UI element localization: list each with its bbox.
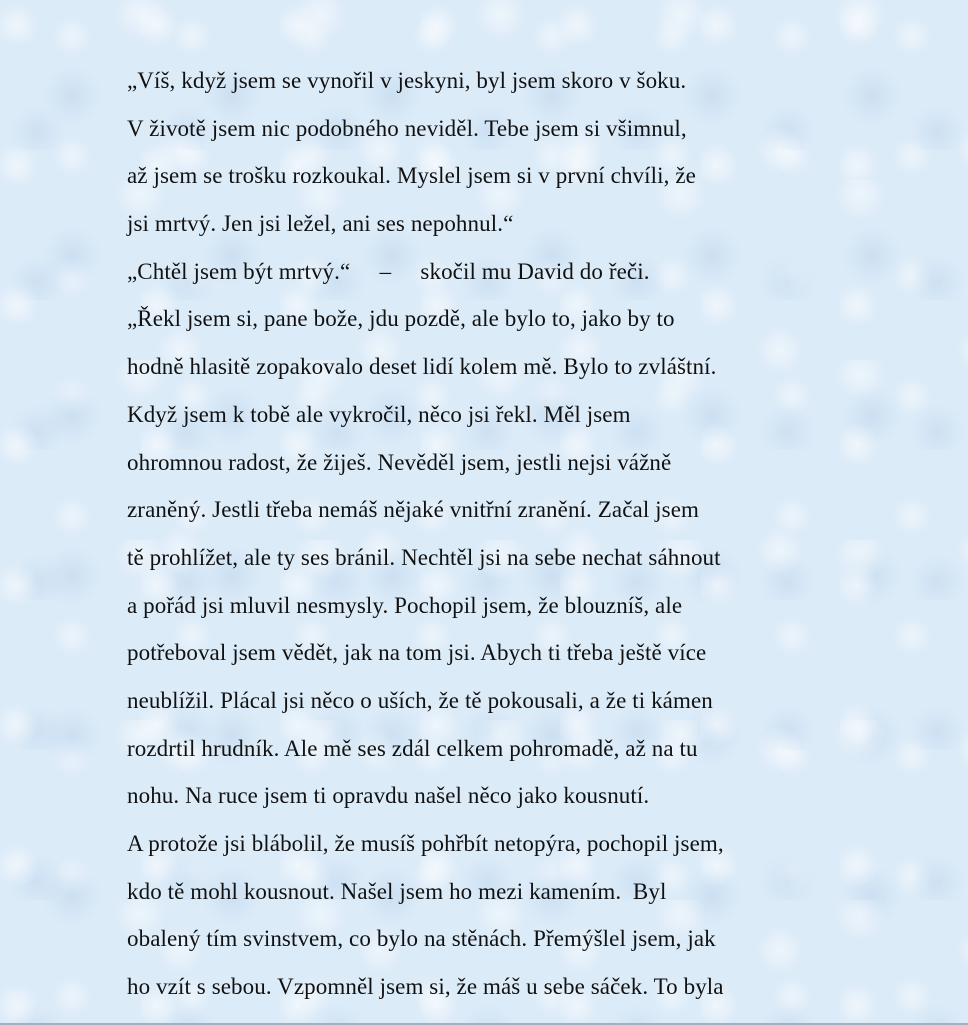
text-line: jsi mrtvý. Jen jsi ležel, ani ses nepohnul.“	[127, 211, 514, 237]
text-line: zraněný. Jestli třeba nemáš nějaké vnitřní zranění. Začal jsem	[127, 497, 700, 523]
text-line: rozdrtil hrudník. Ale mě ses zdál celkem pohromadě, až na tu	[127, 735, 698, 761]
text-line: ho vzít s sebou. Vzpomněl jsem si, že máš u sebe sáček. To byla	[127, 974, 724, 1000]
text-body	[127, 62, 887, 1016]
text-line: „Chtěl jsem být mrtvý.“ – skočil mu David do řeči.	[127, 258, 650, 284]
text-line: až jsem se trošku rozkoukal. Myslel jsem si v první chvíli, že	[127, 163, 696, 189]
text-line: Když jsem k tobě ale vykročil, něco jsi řekl. Měl jsem	[127, 401, 631, 427]
text-line: kdo tě mohl kousnout. Našel jsem ho mezi kamením. Byl	[127, 878, 667, 904]
text-line: nohu. Na ruce jsem ti opravdu našel něco jako kousnutí.	[127, 783, 650, 809]
text-line: obalený tím svinstvem, co bylo na stěnách. Přemýšlel jsem, jak	[127, 926, 716, 952]
text-line: tě prohlížet, ale ty ses bránil. Nechtěl jsi na sebe nechat sáhnout	[127, 544, 721, 570]
text-line: potřeboval jsem vědět, jak na tom jsi. Abych ti třeba ještě více	[127, 640, 707, 666]
text-line: A protože jsi blábolil, že musíš pohřbít netopýra, pochopil jsem,	[127, 831, 724, 856]
text-line: a pořád jsi mluvil nesmysly. Pochopil jsem, že blouzníš, ale	[127, 592, 683, 618]
text-line: V životě jsem nic podobného neviděl. Tebe jsem si všimnul,	[127, 115, 687, 141]
text-line: ohromnou radost, že žiješ. Nevěděl jsem, jestli nejsi vážně	[127, 449, 672, 475]
text-line: „Víš, když jsem se vynořil v jeskyni, byl jsem skoro v šoku.	[127, 68, 687, 93]
text-line: „Řekl jsem si, pane bože, jdu pozdě, ale bylo to, jako by to	[127, 306, 675, 332]
text-line: neublížil. Plácal jsi něco o uších, že tě pokousali, a že ti kámen	[127, 687, 713, 713]
text-line: hodně hlasitě zopakovalo deset lidí kolem mě. Bylo to zvláštní.	[127, 354, 717, 380]
